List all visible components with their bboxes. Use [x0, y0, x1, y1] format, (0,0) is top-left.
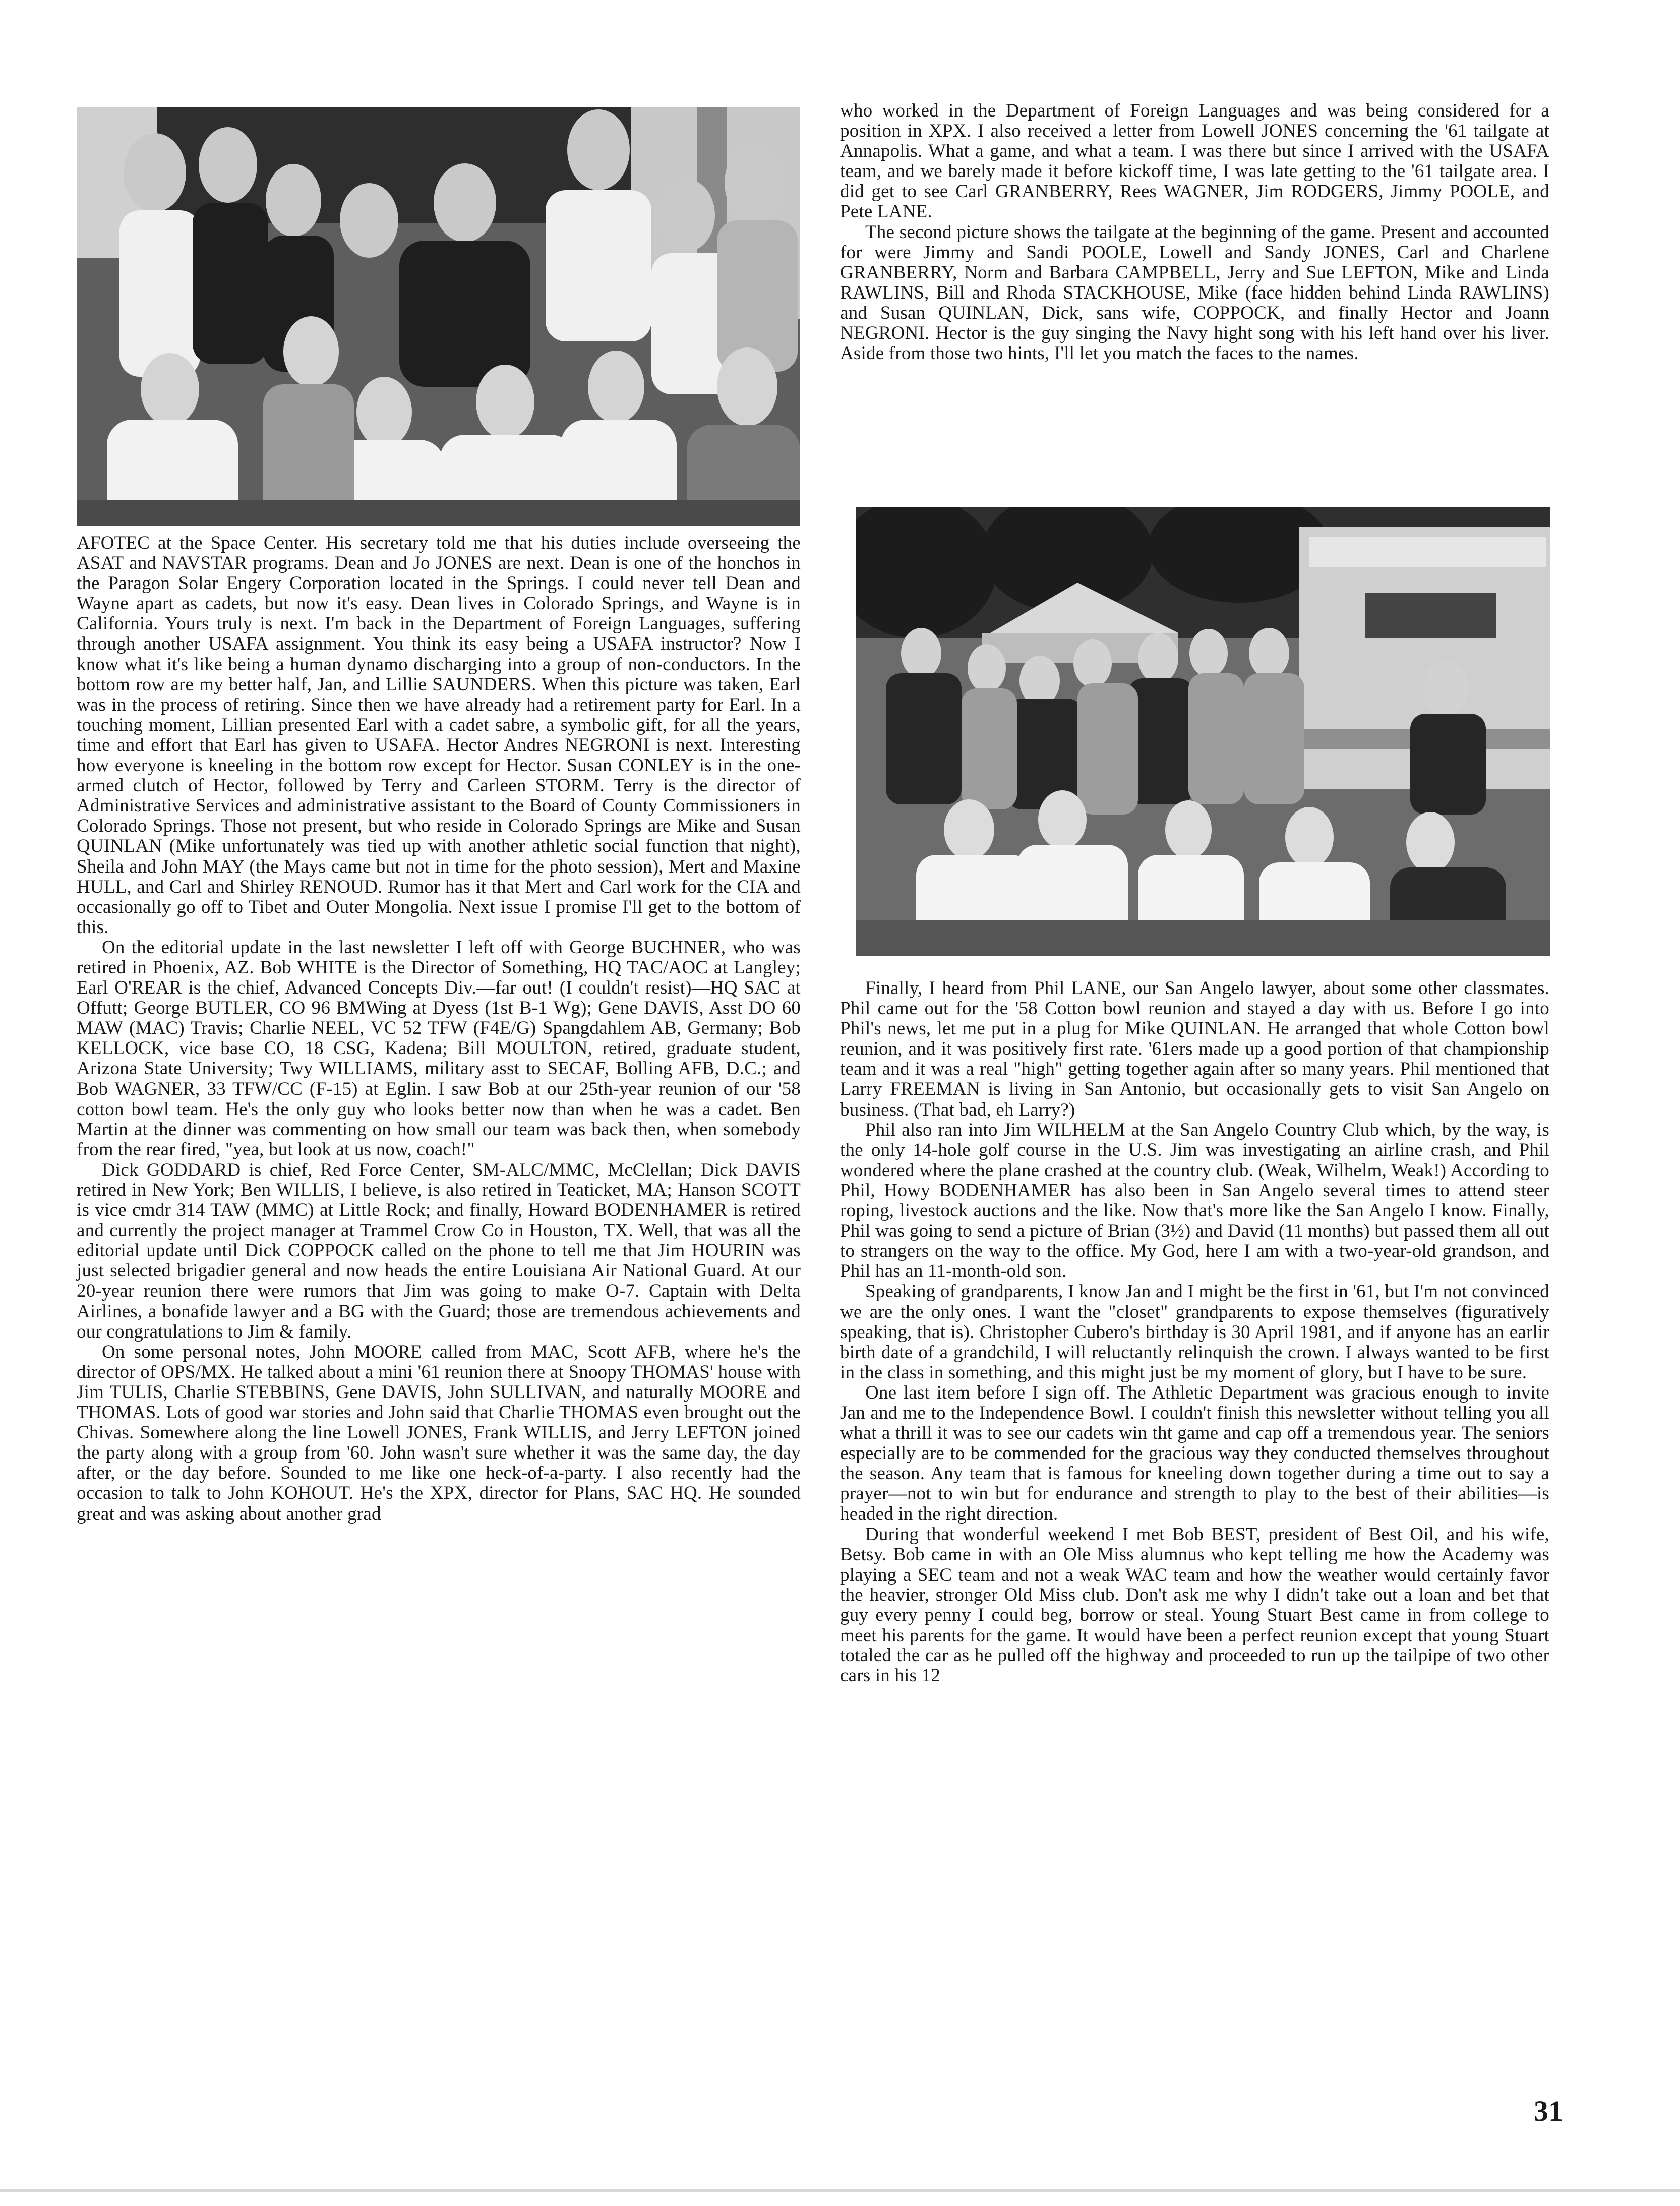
right-bottom-paragraph-5: During that wonderful weekend I met Bob BEST, president of Best Oil, and his wife, Betsy. Bob came in with an Ole Miss alumnus who kept telling me how the Academy was playing a SEC team and not a weak WAC team and how the weather would certainly favor the heavier, stronger Old Miss club. Don't ask me why I didn't take out a loan and bet that guy every penny I could beg, borrow or steal. Young Stuart Best came in from college to meet his parents for the game. It would have been a perfect reunion except that young Stuart totaled the car as he pulled off the highway and proceeded to run up the tailpipe of two other cars in his 12 — [840, 1524, 1549, 1687]
left-paragraph-4: On some personal notes, John MOORE called from MAC, Scott AFB, where he's the director of OPS/MX. He talked about a mini '61 reunion there at Snoopy THOMAS' house with Jim TULIS, Charlie STEBBINS, Gene DAVIS, John SULLIVAN, and naturally MOORE and THOMAS. Lots of good war stories and John said that Charlie THOMAS even brought out the Chivas. Somewhere along the line Lowell JONES, Frank WILLIS, and Jerry LEFTON joined the party along with a group from '60. John wasn't sure whether it was the same day, the day after, or the day before. Sounded to me like one heck-of-a-party. I also recently had the occasion to talk to John KOHOUT. He's the XPX, director for Plans, SAC HQ. He sounded great and was asking about another grad — [77, 1341, 801, 1524]
right-top-paragraph-1: who worked in the Department of Foreign Languages and was being considered for a position in XPX. I also received a letter from Lowell JONES concerning the '61 tailgate at Annapolis. What a game, and what a team. I was there but since I arrived with the USAFA team, and we barely made it before kickoff time, I was late getting to the '61 tailgate area. I did get to see Carl GRANBERRY, Rees WAGNER, Jim RODGERS, Jimmy POOLE, and Pete LANE. — [840, 100, 1549, 222]
right-bottom-paragraph-4: One last item before I sign off. The Athletic Department was gracious enough to invite Jan and me to the Independence Bowl. I couldn't finish this newsletter without telling you all what a thrill it was to see our cadets win tht game and cap off a tremendous year. The seniors especially are to be commended for the gracious way they conducted themselves throughout the season. Any team that is famous for kneeling down together during a time out to say a prayer—not to win but for endurance and strength to play to the best of their abilities—is headed in the right direction. — [840, 1382, 1549, 1525]
photo-tailgate-group — [856, 507, 1550, 956]
right-bottom-paragraph-2: Phil also ran into Jim WILHELM at the San Angelo Country Club which, by the way, is the only 14-hole golf course in the U.S. Jim was investigating an airline crash, and Phil wondered where the plane crashed at the country club. (Weak, Wilhelm, Weak!) According to Phil, Howy BODENHAMER has also been in San Angelo several times to attend steer roping, livestock auctions and the like. Now that's more like the San Angelo I know. Finally, Phil was going to send a picture of Brian (3½) and David (11 months) but passed them all out to strangers on the way to the office. My God, here I am with a two-year-old grandson, and Phil has an 11-month-old son. — [840, 1119, 1549, 1282]
right-column-bottom — [840, 978, 1549, 1686]
right-column-top — [840, 101, 1549, 364]
right-top-paragraph-2: The second picture shows the tailgate at the beginning of the game. Present and accounted for were Jimmy and Sandi POOLE, Lowell and Sandy JONES, Carl and Charlene GRANBERRY, Norm and Barbara CAMPBELL, Jerry and Sue LEFTON, Mike and Linda RAWLINS, Bill and Rhoda STACKHOUSE, Mike (face hidden behind Linda RAWLINS) and Susan QUINLAN, Dick, sans wife, COPPOCK, and finally Hector and Joann NEGRONI. Hector is the guy singing the Navy hight song with his left hand over his liver. Aside from those two hints, I'll let you match the faces to the names. — [840, 221, 1549, 364]
left-paragraph-2: On the editorial update in the last newsletter I left off with George BUCHNER, who was retired in Phoenix, AZ. Bob WHITE is the Director of Something, HQ TAC/AOC at Langley; Earl O'REAR is the chief, Advanced Concepts Div.—far out! (I couldn't resist)—HQ SAC at Offutt; George BUTLER, CO 96 BMWing at Dyess (1st B-1 Wg); Gene DAVIS, Asst DO 60 MAW (MAC) Travis; Charlie NEEL, VC 52 TFW (F4E/G) Spangdahlem AB, Germany; Bob KELLOCK, vice base CO, 18 CSG, Kadena; Bill MOULTON, retired, graduate student, Arizona State University; Twy WILLIAMS, military asst to SECAF, Bolling AFB, D.C.; and Bob WAGNER, 33 TFW/CC (F-15) at Eglin. I saw Bob at our 25th-year reunion of our '58 cotton bowl team. He's the only guy who looks better now than when he was a cadet. Ben Martin at the dinner was commenting on how small our team was back then, when somebody from the rear fired, "yea, but look at us now, coach!" — [77, 937, 801, 1160]
photo-reunion-group-image — [77, 107, 800, 526]
right-bottom-paragraph-1: Finally, I heard from Phil LANE, our San Angelo lawyer, about some other classmates. Phil came out for the '58 Cotton bowl reunion and stayed a day with us. Before I go into Phil's news, let me put in a plug for Mike QUINLAN. He arranged that whole Cotton bowl reunion, and it was positively first rate. '61ers made up a good portion of that championship team and it was a real "high" getting together again after so many years. Phil mentioned that Larry FREEMAN is living in San Antonio, but occasionally gets to visit San Angelo on business. (That bad, eh Larry?) — [840, 978, 1549, 1120]
photo-reunion-group — [77, 107, 800, 526]
photo-tailgate-group-image — [856, 507, 1550, 956]
left-column — [77, 533, 801, 1524]
page-number: 31 — [1534, 2095, 1563, 2127]
left-paragraph-3: Dick GODDARD is chief, Red Force Center, SM-ALC/MMC, McClellan; Dick DAVIS retired in New York; Ben WILLIS, I believe, is also retired in Teaticket, MA; Hanson SCOTT is vice cmdr 314 TAW (MMC) at Little Rock; and finally, Howard BODENHAMER is retired and currently the project manager at Trammel Crow Co in Houston, TX. Well, that was all the editorial update until Dick COPPOCK called on the phone to tell me that Jim HOURIN was just selected brigadier general and now heads the entire Louisiana Air National Guard. At our 20-year reunion there were rumors that Jim was going to make O-7. Captain with Delta Airlines, a bonafide lawyer and a BG with the Guard; those are tremendous achievements and our congratulations to Jim & family. — [77, 1159, 801, 1342]
left-paragraph-1: AFOTEC at the Space Center. His secretary told me that his duties include overseeing the ASAT and NAVSTAR programs. Dean and Jo JONES are next. Dean is one of the honchos in the Paragon Solar Engery Corporation located in the Springs. I could never tell Dean and Wayne apart as cadets, but now it's easy. Dean lives in Colorado Springs, and Wayne is in California. Yours truly is next. I'm back in the Department of Foreign Languages, suffering through another USAFA assignment. You think its easy being a USAFA instructor? Now I know what it's like being a human dynamo discharging into a group of non-conductors. In the bottom row are my better half, Jan, and Lillie SAUNDERS. When this picture was taken, Earl was in the process of retiring. Since then we have already had a retirement party for Earl. In a touching moment, Lillian presented Earl with a cadet sabre, a symbolic gift, for all the years, time and effort that Earl has given to USAFA. Hector Andres NEGRONI is next. Interesting how everyone is kneeling in the bottom row except for Hector. Susan CONLEY is in the one-armed clutch of Hector, followed by Terry and Carleen STORM. Terry is the director of Administrative Services and administrative assistant to the Board of County Commissioners in Colorado Springs. Those not present, but who reside in Colorado Springs are Mike and Susan QUINLAN (Mike unfortunately was tied up with another athletic social function that night), Sheila and John MAY (the Mays came but not in time for the photo session), Mert and Maxine HULL, and Carl and Shirley RENOUD. Rumor has it that Mert and Carl work for the CIA and occasionally go off to Tibet and Outer Mongolia. Next issue I promise I'll get to the bottom of this. — [77, 533, 801, 938]
scan-edge-mark — [0, 2189, 1680, 2192]
right-bottom-paragraph-3: Speaking of grandparents, I know Jan and I might be the first in '61, but I'm not convinced we are the only ones. I want the "closet" grandparents to expose themselves (figuratively speaking, that is). Christopher Cubero's birthday is 30 April 1981, and if anyone has an earlir birth date of a grandchild, I will reluctantly relinquish the crown. I always wanted to be first in the class in something, and this might just be my moment of glory, but I have to be sure. — [840, 1281, 1549, 1383]
